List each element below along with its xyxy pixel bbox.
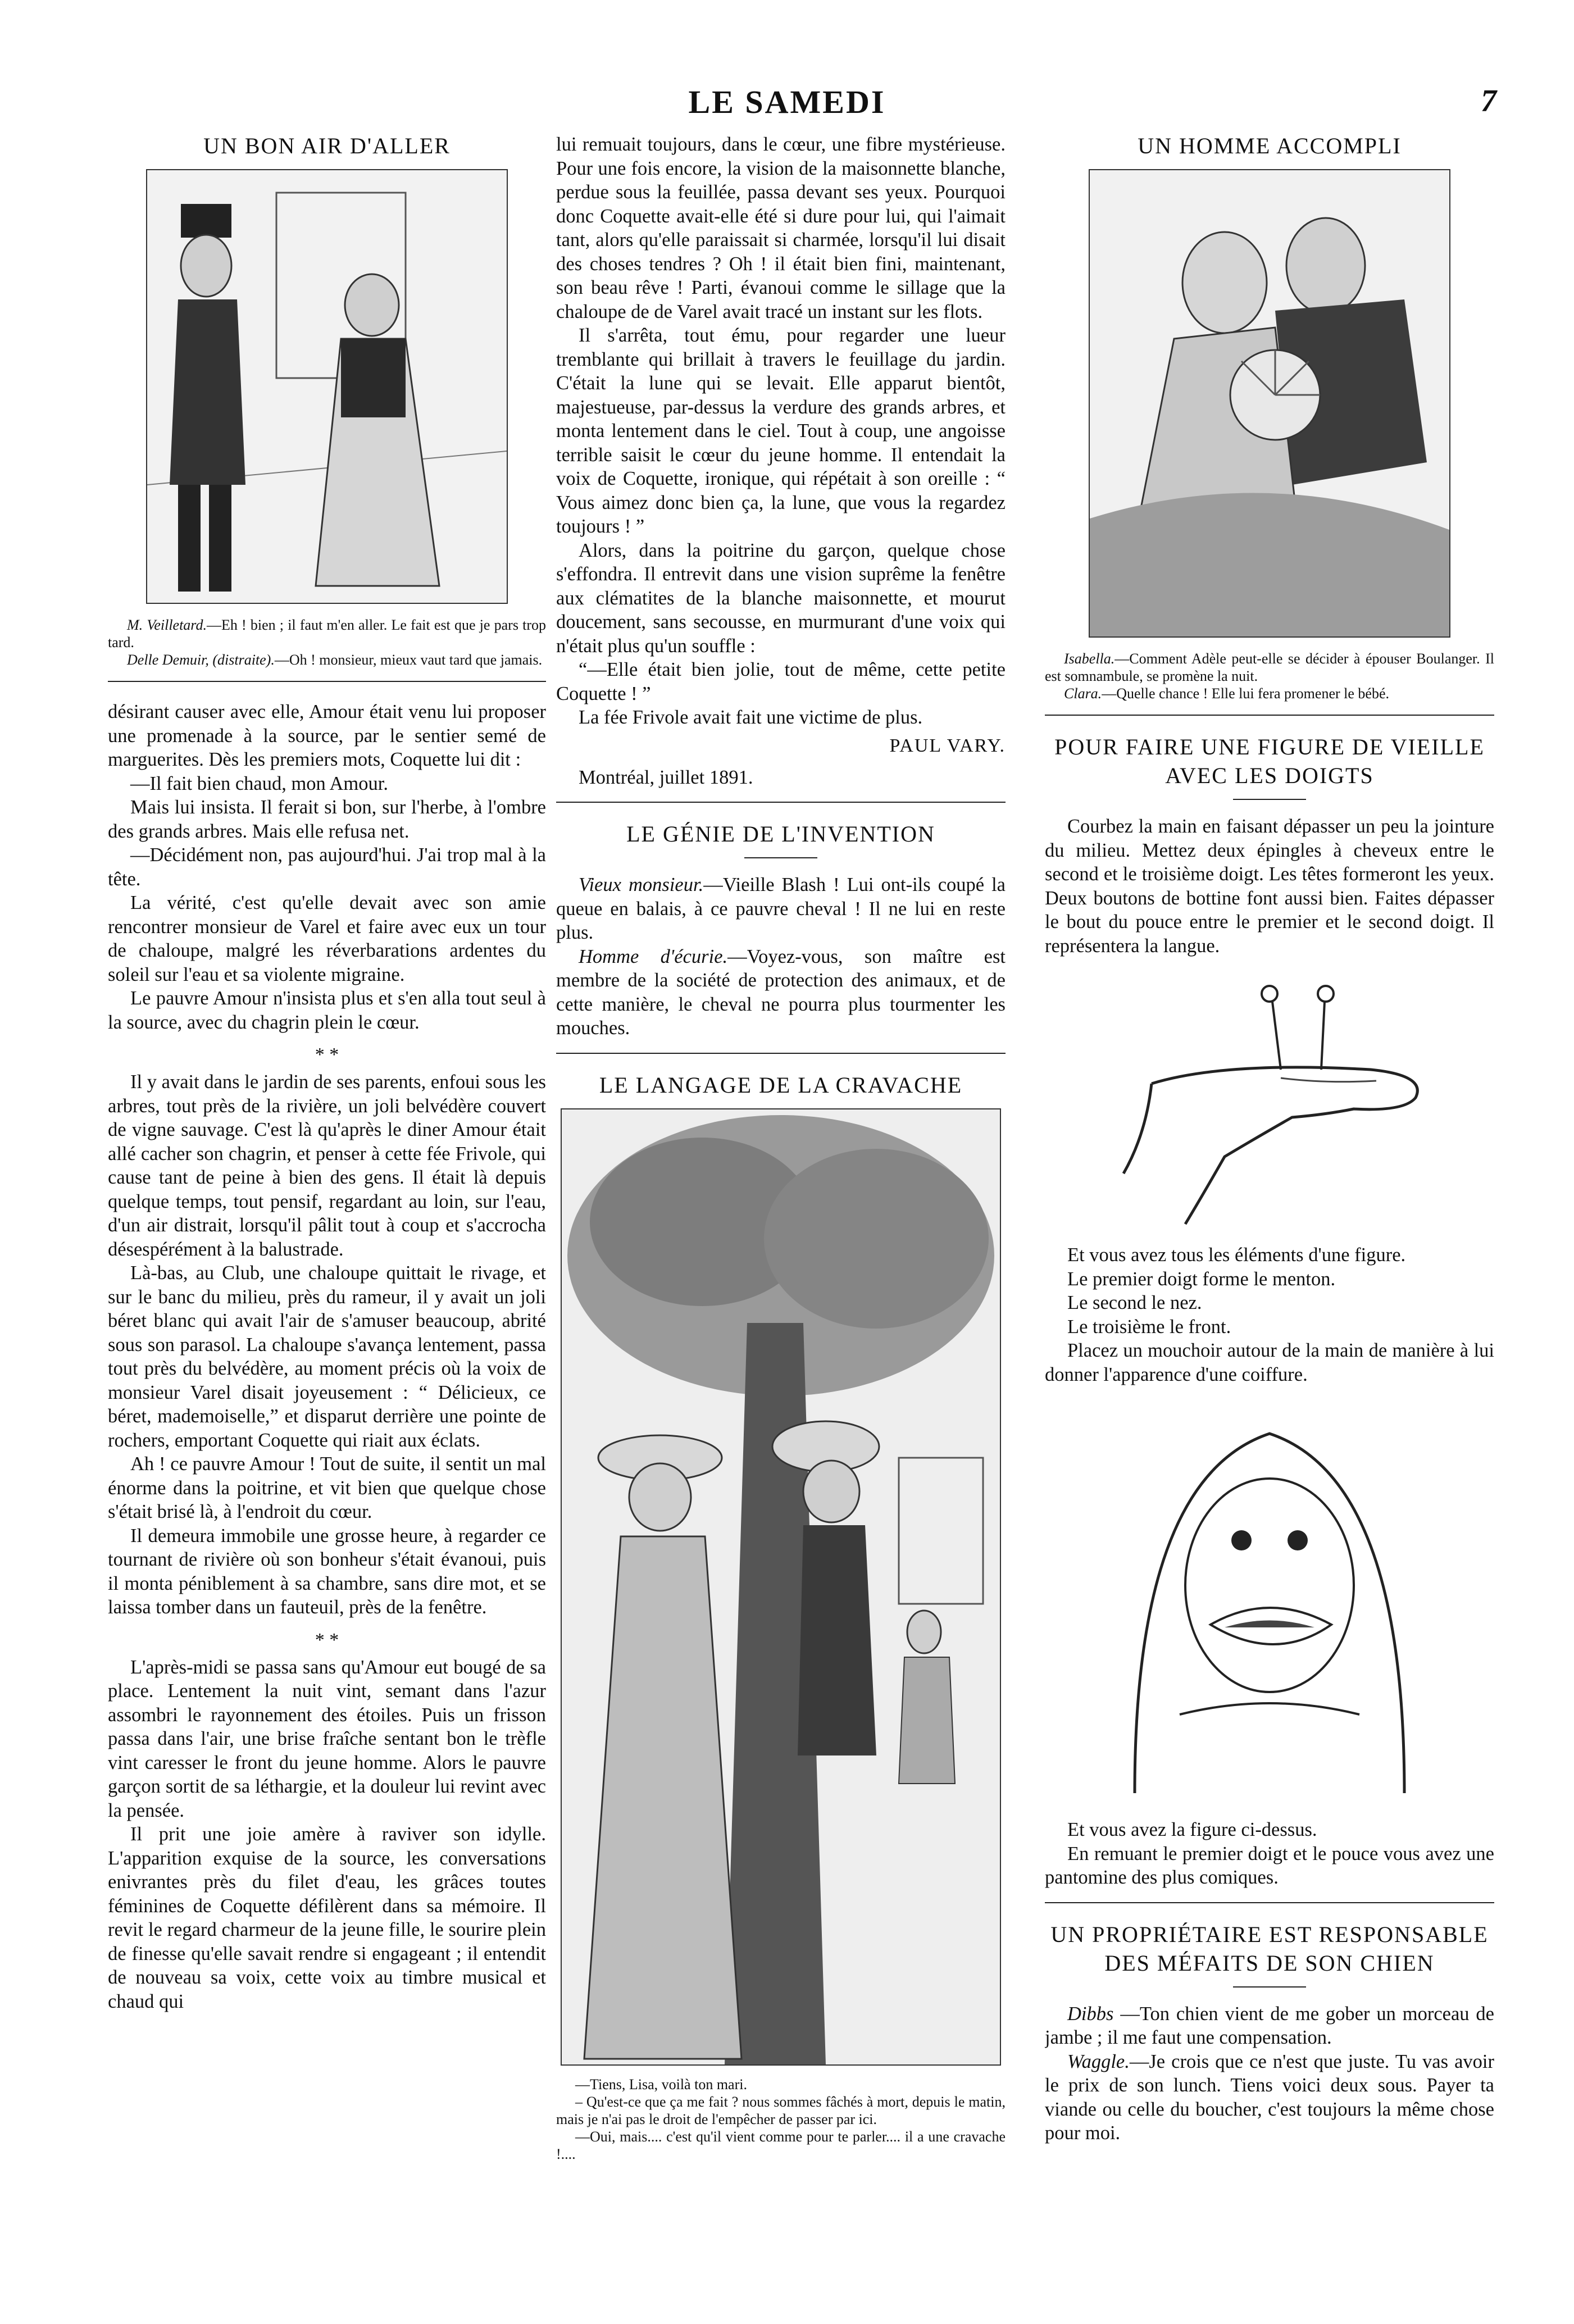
dialogue-line [1045,2050,1494,2145]
caption-line: —Tiens, Lisa, voilà ton mari. [575,2076,747,2093]
caption-speaker: Clara. [1064,685,1102,702]
column-right [1045,133,1494,2284]
old-woman-face-drawing [1112,1400,1427,1804]
paragraph: En remuant le premier doigt et le pouce vous avez une pantomine des plus comiques. [1045,1843,1494,1888]
dialogue-line [1045,2002,1494,2050]
article-title-bon-air: UN BON AIR D'ALLER [203,133,451,158]
handkerchief-face-icon [1112,1400,1427,1804]
caption-speaker: M. Veilletard. [127,617,207,633]
paragraph: Il s'arrêta, tout ému, pour regarder une lueur tremblante qui brillait à travers le feuillage du jardin. C'était la lune qui se levait. Elle apparut bientôt, majestueuse, par-dessus la verdure des grands arbres, et monta lentement dans le ciel. Tout à coup, une angoisse terrible saisit le cœur du jeune homme. Il entendait la voix de Coquette, ironique, qui répétait à son oreille : “ Vous aimez donc bien ça, la lune, que vous la regardez toujours ! ” [556,325,1006,537]
engraving-homme-accompli [1089,169,1450,638]
article-title-chien: UN PROPRIÉTAIRE EST RESPONSABLE [1050,1921,1489,1947]
paragraph: Le premier doigt forme le menton. [1067,1268,1336,1290]
caption-text: —Comment Adèle peut-elle se décider à épouser Boulanger. Il est somnambule, se promène la nuit. [1045,651,1494,684]
caption-speaker: Delle Demuir, (distraite). [127,652,275,668]
paragraph: Le pauvre Amour n'insista plus et s'en alla tout seul à la source, avec du chagrin plein le cœur. [108,988,546,1033]
column-middle [556,133,1006,2284]
section-divider [108,681,546,682]
section-stars: * * [315,1629,339,1650]
paragraph: Il prit une joie amère à raviver son idylle. L'apparition exquise de la source, les conversations enivrantes près du filet d'eau, les grâces toutes féminines de Coquette défilèrent dans sa mémoire. Il revit le regard charmeur de la jeune fille, le sourire plein de finesse qu'elle savait rendre si engageant ; il entendit de nouveau sa voix, cette voix au timbre musical et chaud qui [108,1823,546,2012]
caption-line [1045,650,1494,685]
section-divider [556,802,1006,803]
dialogue-line [556,945,1006,1040]
dialogue-text: —Ton chien vient de me gober un morceau de jambe ; il me faut une compensation. [1045,2003,1494,2048]
speaker: Waggle. [1067,2050,1130,2072]
title-rule [1233,799,1306,800]
newspaper-title: LE SAMEDI [688,84,886,120]
title-rule [1233,1986,1306,1988]
paragraph: Là-bas, au Club, une chaloupe quittait le rivage, et sur le banc du milieu, près du rameur, il y avait un joli béret blanc qui avait l'air de s'amuser beaucoup, abrité sous son parasol. La chaloupe s'avança lentement, passa tout près du belvédère, au moment précis où la voix de monsieur Varel disait joyeusement : “ Délicieux, ce béret, mademoiselle,” et disparut derrière une pointe de rochers, emportant Coquette qui riait aux éclats. [108,1262,546,1451]
article-title-cravache: LE LANGAGE DE LA CRAVACHE [599,1072,963,1098]
paragraph: Il demeura immobile une grosse heure, à regarder ce tournant de rivière où son bonheur s'était évanoui, puis il monta péniblement à sa chambre, sans dire mot, et se laissa tomber dans un fauteuil, près de la fenêtre. [108,1525,546,1618]
section-divider [556,1053,1006,1054]
article-title-figure: POUR FAIRE UNE FIGURE DE VIEILLE [1054,734,1485,759]
caption-line: —Oui, mais.... c'est qu'il vient comme pour te parler.... il a une cravache !.... [556,2128,1006,2162]
author-signature: PAUL VARY. [889,735,1006,756]
dialogue-line [556,873,1006,945]
engraving-bon-air [146,169,508,604]
caption-line: – Qu'est-ce que ça me fait ? nous sommes fâchés à mort, depuis le matin, mais je n'ai pas le droit de l'empêcher de passer par ici. [556,2093,1006,2127]
paragraph: lui remuait toujours, dans le cœur, une fibre mystérieuse. Pour une fois encore, la vision de la maisonnette blanche, perdue sous la feuillée, passa devant ses yeux. Pourquoi donc Coquette avait-elle été si dure pour lui, qui l'aimait tant, alors qu'elle paraissait si charmée, lorsqu'il lui disait des choses tendres ? Oh ! il était bien fini, maintenant, son beau rêve ! Parti, évanoui comme le sillage que la chaloupe de de Varel avait tracé un instant sur les flots. [556,134,1006,322]
title-rule [744,857,817,858]
paragraph: Mais lui insista. Il ferait si bon, sur l'herbe, à l'ombre des grands arbres. Mais elle refusa net. [108,797,546,842]
paragraph: Et vous avez la figure ci-dessus. [1067,1819,1317,1840]
caption-line [108,651,546,668]
section-divider [1045,715,1494,716]
paragraph: Courbez la main en faisant dépasser un peu la jointure du milieu. Mettez deux épingles à cheveux entre le second et le troisième doigt. Les têtes formeront les yeux. Deux boutons de bottine font aussi bien. Faites dépasser le bout du pouce entre le premier et le second doigt. Il représentera la langue. [1045,816,1494,957]
caption-line [1045,685,1494,702]
paragraph: La vérité, c'est qu'elle devait avec son amie rencontrer monsieur de Varel et faire avec eux un tour de chaloupe, malgré les réverbarations ardentes du soleil sur l'eau et sa violente migraine. [108,892,546,985]
section-divider [1045,1902,1494,1903]
paragraph: L'après-midi se passa sans qu'Amour eut bougé de sa place. Lentement la nuit vint, semant dans l'azur assombri le rayonnement des étoiles. Puis un frisson passa dans l'air, une brise fraîche sentant bon le trèfle vint caresser le front du jeune homme. Alors le pauvre garçon sortit de sa léthargie, et la douleur lui revint avec la pensée. [108,1656,546,1821]
engraving-drawing [147,170,507,603]
caption-line [108,616,546,651]
paragraph: Et vous avez tous les éléments d'une figure. [1067,1244,1406,1266]
caption-speaker: Isabella. [1064,651,1115,667]
article-title-homme: UN HOMME ACCOMPLI [1138,133,1402,158]
paragraph: Il y avait dans le jardin de ses parents, enfoui sous les arbres, tout près de la rivière, un joli belvédère couvert de vigne sauvage. C'est là qu'après le diner Amour était allé cacher son chagrin, et penser à cette fée Frivole, qui cause tant de peine à bien des gens. Il était là depuis quelque temps, tout pensif, regardant au loin, sur l'eau, d'un air distrait, lorsqu'il pâlit tout à coup et s'accrocha désespérément à la balustrade. [108,1071,546,1260]
page-number: 7 [1481,84,1496,119]
dialogue-text: —Voyez-vous, son maître est membre de la société de protection des animaux, et de cette manière, le cheval ne pourra plus tourmenter les mouches. [556,945,1006,1039]
paragraph: “—Elle était bien jolie, tout de même, cette petite Coquette ! ” [556,659,1006,704]
dateline: Montréal, juillet 1891. [579,766,753,788]
engraving-drawing [1090,170,1449,636]
article-subtitle-figure: AVEC LES DOIGTS [1165,763,1374,788]
paragraph: Le second le nez. [1067,1292,1202,1313]
paragraph: La fée Frivole avait fait une victime de plus. [579,707,923,728]
caption-text: —Quelle chance ! Elle lui fera promener le bébé. [1102,685,1389,702]
speaker: Homme d'écurie. [579,945,728,967]
paragraph: —Il fait bien chaud, mon Amour. [130,772,388,794]
engraving-cravache [561,1108,1001,2066]
dialogue-text: —Vieille Blash ! Lui ont-ils coupé la queue en balais, à ce pauvre cheval ! Il ne lui en reste plus. [556,874,1006,943]
hand-drawing [1112,971,1427,1230]
masthead [0,83,1574,122]
engraving-drawing [562,1109,1000,2064]
paragraph: Placez un mouchoir autour de la main de manière à lui donner l'apparence d'une coiffure. [1045,1340,1494,1385]
paragraph: Ah ! ce pauvre Amour ! Tout de suite, il sentit un mal énorme dans la poitrine, et vit bien que quelque chose s'était brisé là, à l'endroit du cœur. [108,1453,546,1522]
hand-with-pins-icon [1112,971,1427,1230]
article-title-genie: LE GÉNIE DE L'INVENTION [626,821,935,847]
paragraph: Le troisième le front. [1067,1316,1231,1338]
article-subtitle-chien: DES MÉFAITS DE SON CHIEN [1104,1950,1435,1976]
paragraph: désirant causer avec elle, Amour était venu lui proposer une promenade à la source, par le sentier semé de marguerites. Dès les premiers mots, Coquette lui dit : [108,701,546,770]
dialogue-text: —Je crois que ce n'est que juste. Tu vas avoir le prix de son lunch. Tiens voici deux sous. Payer ta viande ou celle du boucher, c'est toujours la même chose pour moi. [1045,2050,1494,2144]
paragraph: Alors, dans la poitrine du garçon, quelque chose s'effondra. Il entrevit dans une vision suprême la fenêtre aux clématites de la blanche maisonnette, et mourut doucement, sans secousse, en murmurant d'une voix qui n'était plus qu'un souffle : [556,539,1006,657]
speaker: Vieux monsieur. [579,874,704,895]
column-left [108,133,546,2284]
caption-text: —Eh ! bien ; il faut m'en aller. Le fait est que je pars trop tard. [108,617,546,651]
caption-text: —Oh ! monsieur, mieux vaut tard que jamais. [274,652,543,668]
paragraph: —Décidément non, pas aujourd'hui. J'ai trop mal à la tête. [108,844,546,890]
section-stars: * * [315,1044,339,1065]
speaker: Dibbs [1067,2003,1114,2025]
